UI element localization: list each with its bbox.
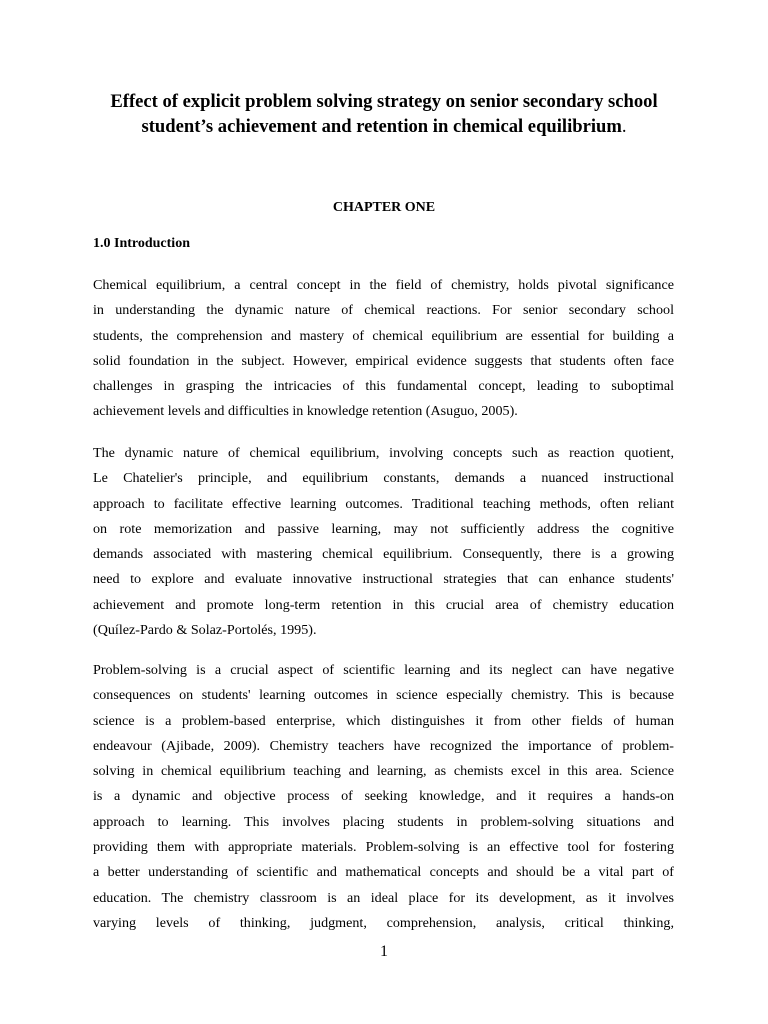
paragraph-line: approach to learning. This involves placing students in problem-solving situations and xyxy=(93,813,674,830)
paragraph-line: Chemical equilibrium, a central concept in the field of chemistry, holds pivotal significance xyxy=(93,277,674,293)
paragraph-line: education. The chemistry classroom is an ideal place for its development, as it involves xyxy=(93,889,674,906)
paragraph-line: approach to facilitate effective learning outcomes. Traditional teaching methods, often reliant xyxy=(93,495,674,512)
document-title-period: . xyxy=(621,115,627,137)
paragraph-line: Problem-solving is a crucial aspect of scientific learning and its neglect can have negative xyxy=(93,662,674,678)
paragraph-3 xyxy=(93,658,674,936)
page-number: 1 xyxy=(380,943,388,960)
paragraph-line: Le Chatelier's principle, and equilibrium constants, demands a nuanced instructional xyxy=(93,470,674,487)
paragraph-line: solid foundation in the subject. However, empirical evidence suggests that students often face xyxy=(93,352,674,369)
paragraph-line: achievement and promote long-term retention in this crucial area of chemistry education xyxy=(93,596,674,613)
paragraph-2 xyxy=(93,441,674,643)
paragraph-line: students, the comprehension and mastery of chemical equilibrium are essential for building a xyxy=(93,327,674,344)
paragraph-line: on rote memorization and passive learning, may not sufficiently address the cognitive xyxy=(93,520,674,537)
paragraph-line: varying levels of thinking, judgment, comprehension, analysis, critical thinking, xyxy=(93,914,674,931)
paragraph-line: endeavour (Ajibade, 2009). Chemistry teachers have recognized the importance of problem- xyxy=(93,737,674,754)
document-title-text: Effect of explicit problem solving strategy on senior secondary school student’s achievement and retention in chemical equilibrium xyxy=(110,91,658,137)
paragraph-line: is a dynamic and objective process of seeking knowledge, and it requires a hands-on xyxy=(93,788,674,805)
document-title xyxy=(96,90,672,139)
paragraph-line: in understanding the dynamic nature of chemical reactions. For senior secondary school xyxy=(93,302,674,319)
paragraph-line: The dynamic nature of chemical equilibrium, involving concepts such as reaction quotient, xyxy=(93,445,674,461)
section-heading: 1.0 Introduction xyxy=(93,236,190,251)
paragraph-line: need to explore and evaluate innovative instructional strategies that can enhance students' xyxy=(93,571,674,588)
paragraph-line: science is a problem-based enterprise, which distinguishes it from other fields of human xyxy=(93,712,674,729)
paragraph-line: achievement levels and difficulties in knowledge retention (Asuguo, 2005). xyxy=(93,403,518,420)
paragraph-line: consequences on students' learning outcomes in science especially chemistry. This is because xyxy=(93,687,674,704)
paragraph-line: challenges in grasping the intricacies of this fundamental concept, leading to suboptimal xyxy=(93,378,674,395)
paragraph-line: providing them with appropriate materials. Problem-solving is an effective tool for fostering xyxy=(93,839,674,856)
chapter-heading: CHAPTER ONE xyxy=(332,200,436,215)
paragraph-line: demands associated with mastering chemical equilibrium. Consequently, there is a growing xyxy=(93,546,674,563)
paragraph-line: solving in chemical equilibrium teaching and learning, as chemists excel in this area. Science xyxy=(93,763,674,780)
paragraph-line: (Quílez-Pardo & Solaz-Portolés, 1995). xyxy=(93,622,317,639)
paragraph-line: a better understanding of scientific and mathematical concepts and should be a vital part of xyxy=(93,864,674,881)
paragraph-1 xyxy=(93,273,674,425)
